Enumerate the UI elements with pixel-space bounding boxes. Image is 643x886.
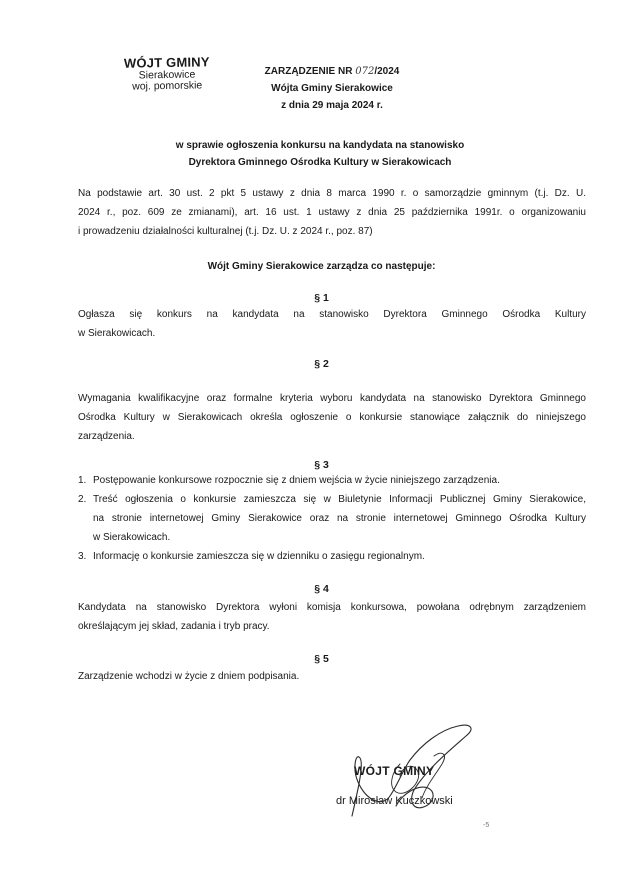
section-1-line: w Sierakowicach.: [78, 328, 156, 339]
legal-basis-paragraph: [78, 184, 586, 241]
section-5-mark: § 5: [314, 653, 329, 665]
document-date: z dnia 29 maja 2024 r.: [281, 100, 383, 111]
section-4-line: Kandydata na stanowisko Dyrektora wyłoni komisja konkursowa, powołana odrębnym zarządzeniem: [78, 602, 586, 613]
document-issuer: Wójta Gminy Sierakowice: [271, 83, 393, 94]
section-4-paragraph: [78, 598, 586, 636]
section-2-line: Wymagania kwalifikacyjne oraz formalne kryteria wyboru kandydata na stanowisko Dyrektora Gminnego: [78, 393, 586, 404]
legal-basis-line: Na podstawie art. 30 ust. 2 pkt 5 ustawy z dnia 8 marca 1990 r. o samorządzie gminnym (t.j. Dz. U.: [78, 188, 586, 199]
handwritten-signature: [330, 720, 500, 830]
stamp-title: WÓJT GMINY: [123, 54, 210, 71]
section-4-line: określającym jej skład, zadania i tryb pracy.: [78, 621, 270, 632]
section-4-mark: § 4: [314, 583, 329, 595]
legal-basis-line: i prowadzeniu działalności kulturalnej (t.j. Dz. U. z 2024 r., poz. 87): [78, 226, 373, 237]
list-item-number: 1.: [78, 475, 87, 486]
title-suffix: /2024: [374, 66, 400, 77]
decree-intro: Wójt Gminy Sierakowice zarządza co następuje:: [207, 261, 436, 272]
document-title: [232, 66, 432, 77]
list-item-text: w Sierakowicach.: [93, 532, 171, 543]
list-item: [78, 547, 586, 566]
page-mark: -5: [483, 822, 490, 829]
list-item-text: Postępowanie konkursowe rozpocznie się z dniem wejścia w życie niniejszego zarządzenia.: [93, 475, 500, 486]
section-5-paragraph: [78, 667, 586, 686]
list-item: [78, 490, 586, 547]
signature-title: WÓJT GMINY: [354, 764, 435, 778]
title-prefix: ZARZĄDZENIE NR: [264, 66, 356, 77]
section-3-list: [78, 471, 586, 566]
section-2-paragraph: [78, 389, 586, 446]
section-2-mark: § 2: [314, 358, 329, 370]
section-2-line: zarządzenia.: [78, 431, 135, 442]
list-item: [78, 471, 586, 490]
signature-block: [330, 720, 500, 830]
section-1-paragraph: [78, 305, 586, 343]
stamp-voivodeship: woj. pomorskie: [132, 79, 203, 93]
official-stamp: [118, 55, 217, 92]
legal-basis-line: 2024 r., poz. 609 ze zmianami), art. 16 ust. 1 ustawy z dnia 25 października 1991r. o organizowaniu: [78, 207, 586, 218]
subject-line-1: w sprawie ogłoszenia konkursu na kandydata na stanowisko: [175, 140, 465, 151]
signatory-name: dr Mirosław Kuczkowski: [336, 795, 453, 807]
decree-number: 072: [355, 66, 375, 77]
section-2-line: Ośrodka Kultury w Sierakowicach określa ogłoszenie o konkursie stanowiące załącznik do niniejszego: [78, 412, 586, 423]
subject-line-2: Dyrektora Gminnego Ośrodka Kultury w Sierakowicach: [188, 157, 452, 168]
list-item-number: 3.: [78, 551, 87, 562]
list-item-text: na stronie internetowej Gminy Sierakowice oraz na stronie internetowej Gminnego Ośrodka Kultury: [93, 513, 586, 524]
stamp-municipality: Sierakowice: [138, 68, 196, 82]
list-item-text: Informację o konkursie zamieszcza się w dzienniku o zasięgu regionalnym.: [93, 551, 425, 562]
list-item-text: Treść ogłoszenia o konkursie zamieszcza się w Biuletynie Informacji Publicznej Gminy Sierakowice,: [93, 494, 586, 505]
section-5-line: Zarządzenie wchodzi w życie z dniem podpisania.: [78, 671, 300, 682]
section-1-mark: § 1: [314, 292, 329, 304]
section-1-line: Ogłasza się konkurs na kandydata na stanowisko Dyrektora Gminnego Ośrodka Kultury: [78, 309, 586, 320]
list-item-number: 2.: [78, 494, 87, 505]
section-3-mark: § 3: [314, 459, 329, 471]
